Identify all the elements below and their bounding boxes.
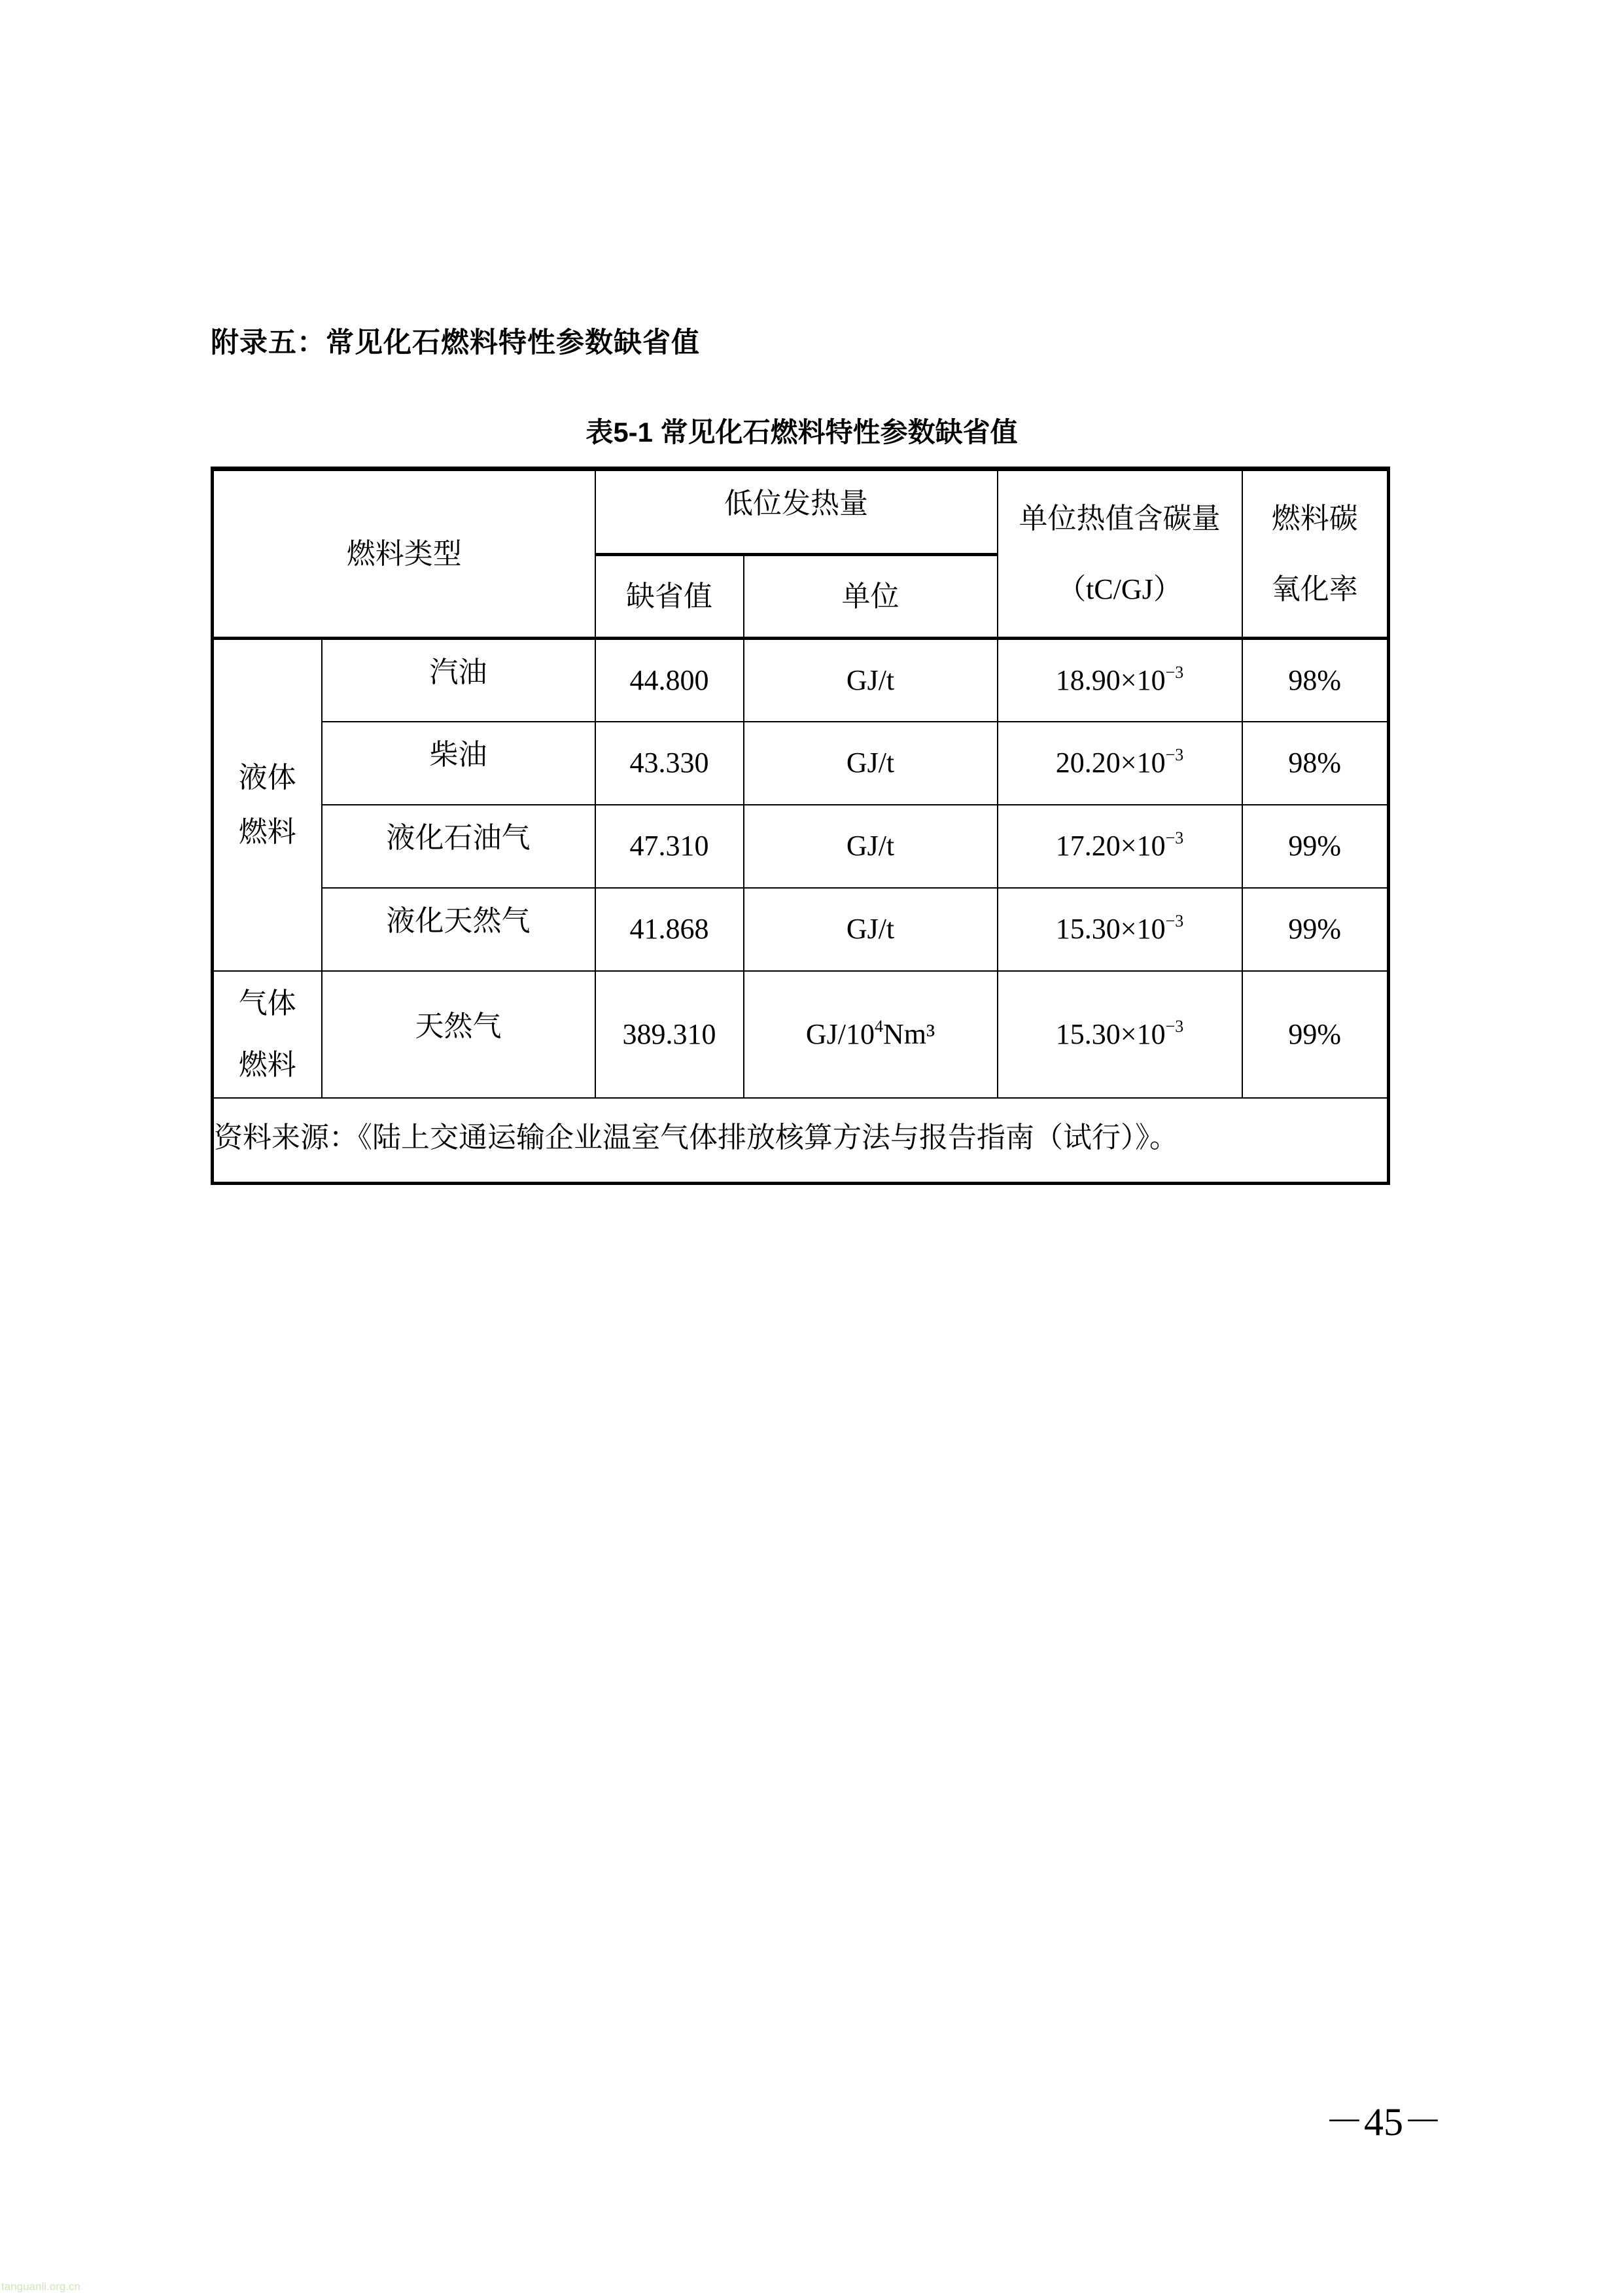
- carbon-exp: −3: [1165, 1016, 1184, 1036]
- carbon-base: 17.20×10: [1055, 830, 1166, 862]
- unit-pre: GJ/10: [805, 1017, 875, 1050]
- fuel-name: 汽油: [322, 639, 595, 722]
- oxidation-rate: 99%: [1242, 971, 1389, 1098]
- group-label: 气体: [238, 987, 296, 1019]
- table-caption-text: 表5-1 常见化石燃料特性参数缺省值: [585, 417, 1018, 448]
- carbon-base: 15.30×10: [1055, 1017, 1166, 1050]
- fuel-name: 柴油: [322, 722, 595, 805]
- header-default-value: 缺省值: [595, 555, 744, 639]
- source-note: 资料来源：《陆上交通运输企业温室气体排放核算方法与报告指南（试行）》。: [213, 1098, 1389, 1184]
- header-carbon-content: [998, 469, 1242, 639]
- table-row: [213, 888, 1389, 971]
- lhv-value: 389.310: [595, 971, 744, 1098]
- carbon-exp: −3: [1165, 662, 1184, 682]
- lhv-unit: GJ/t: [744, 888, 998, 971]
- carbon-exp: −3: [1165, 745, 1184, 765]
- table-row: [213, 805, 1389, 888]
- lhv-value: 43.330: [595, 722, 744, 805]
- oxidation-rate: 99%: [1242, 888, 1389, 971]
- watermark: tanguanli.org.cn: [1, 2280, 80, 2293]
- group-label: 液体: [238, 761, 296, 794]
- lhv-value: 41.868: [595, 888, 744, 971]
- group-label: 燃料: [238, 816, 296, 849]
- oxidation-rate: 98%: [1242, 722, 1389, 805]
- header-oxidation-line1: 燃料碳: [1271, 502, 1358, 535]
- fuel-name: 天然气: [322, 971, 595, 1098]
- group-gas-fuel: [213, 971, 322, 1098]
- carbon-content: [998, 888, 1242, 971]
- appendix-heading: 附录五：常见化石燃料特性参数缺省值: [211, 327, 700, 359]
- carbon-content: [998, 805, 1242, 888]
- header-carbon-content-label: 单位热值含碳量: [1019, 502, 1221, 535]
- header-oxidation-line2: 氧化率: [1271, 573, 1358, 605]
- oxidation-rate: 99%: [1242, 805, 1389, 888]
- table-caption: [0, 411, 1623, 450]
- carbon-content: [998, 971, 1242, 1098]
- lhv-value: 47.310: [595, 805, 744, 888]
- header-fuel-type: 燃料类型: [213, 469, 595, 639]
- lhv-unit: GJ/t: [744, 722, 998, 805]
- header-oxidation-rate: [1242, 469, 1389, 639]
- oxidation-rate: 98%: [1242, 639, 1389, 722]
- header-carbon-content-unit: （tC/GJ）: [1057, 573, 1182, 605]
- carbon-base: 15.30×10: [1055, 913, 1166, 945]
- lhv-unit: GJ/t: [744, 639, 998, 722]
- carbon-content: [998, 639, 1242, 722]
- fuel-parameters-table: [211, 467, 1390, 1185]
- carbon-base: 18.90×10: [1055, 663, 1166, 696]
- table-row: [213, 971, 1389, 1098]
- lhv-unit: GJ/t: [744, 805, 998, 888]
- table-row: [213, 639, 1389, 722]
- group-liquid-fuel: [213, 639, 322, 971]
- carbon-exp: −3: [1165, 911, 1184, 931]
- header-unit: 单位: [744, 555, 998, 639]
- carbon-content: [998, 722, 1242, 805]
- fuel-name: 液化天然气: [322, 888, 595, 971]
- lhv-unit: [744, 971, 998, 1098]
- group-label: 燃料: [238, 1048, 296, 1081]
- source-row: [213, 1098, 1389, 1184]
- fuel-name: 液化石油气: [322, 805, 595, 888]
- lhv-value: 44.800: [595, 639, 744, 722]
- unit-exp: 4: [874, 1016, 883, 1036]
- unit-post: Nm³: [882, 1017, 935, 1050]
- header-row: [213, 469, 1389, 555]
- header-lhv: 低位发热量: [595, 469, 998, 555]
- page-number: －45－: [1325, 2100, 1442, 2144]
- carbon-exp: −3: [1165, 828, 1184, 848]
- table-row: [213, 722, 1389, 805]
- carbon-base: 20.20×10: [1055, 747, 1166, 779]
